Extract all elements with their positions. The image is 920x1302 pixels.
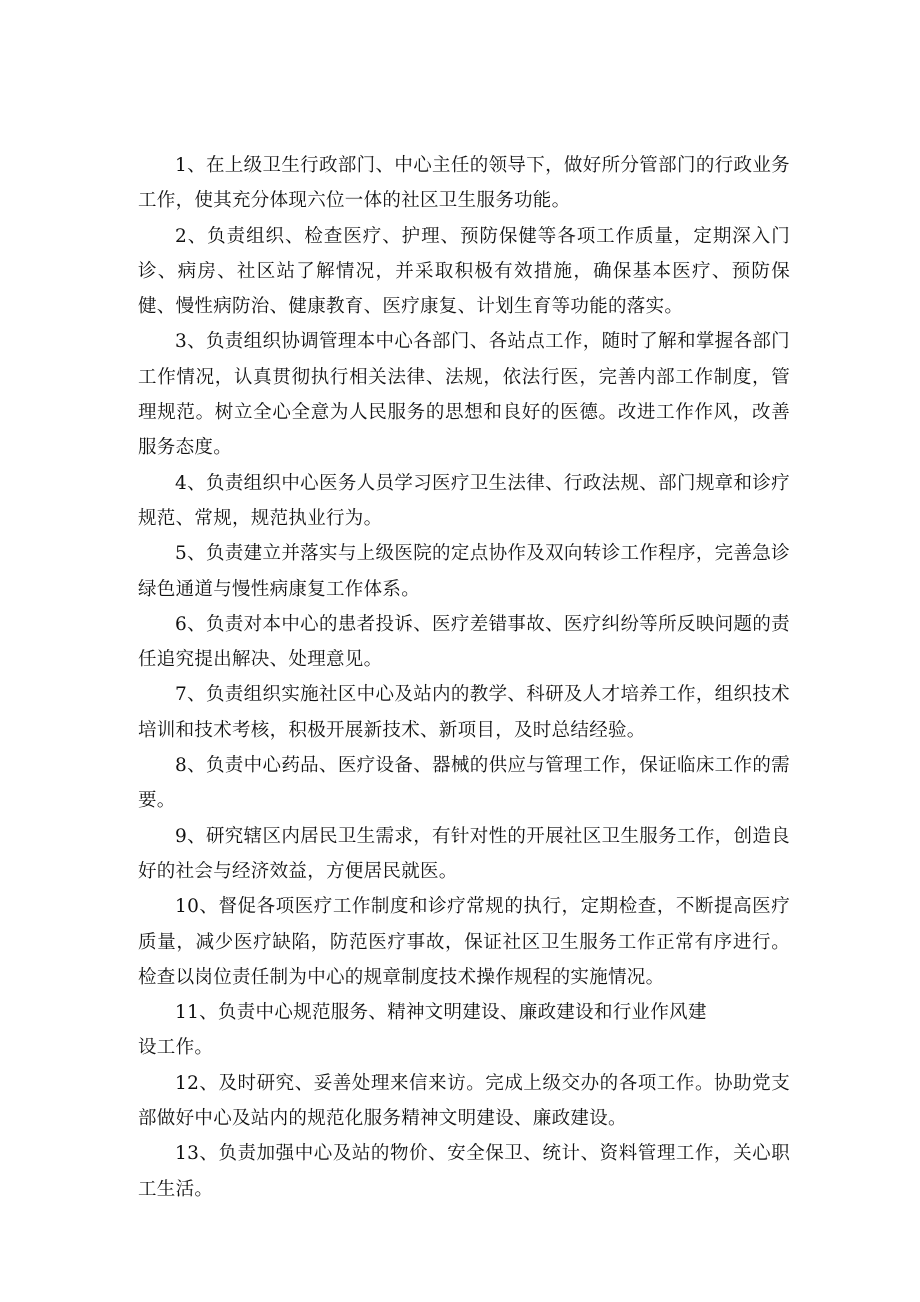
paragraph-3: 3、负责组织协调管理本中心各部门、各站点工作，随时了解和掌握各部门工作情况，认真贯彻执行相关法律、法规，依法行医，完善内部工作制度，管理规范。树立全心全意为人民服务的思想和良好的医德。改进工作作风，改善服务态度。 [138,331,790,459]
paragraph-12: 12、及时研究、妥善处理来信来访。完成上级交办的各项工作。协助党支部做好中心及站内的规范化服务精神文明建设、廉政建设。 [138,1072,790,1130]
paragraph-11-line-2: 设工作。 [138,1037,214,1059]
paragraph-13: 13、负责加强中心及站的物价、安全保卫、统计、资料管理工作，关心职工生活。 [138,1143,790,1200]
paragraph-10: 10、督促各项医疗工作制度和诊疗常规的执行，定期检查，不断提高医疗质量，减少医疗缺陷，防范医疗事故，保证社区卫生服务工作正常有序进行。检查以岗位责任制为中心的规章制度技术操作规程的实施情况。 [138,896,790,988]
paragraph-6: 6、负责对本中心的患者投诉、医疗差错事故、医疗纠纷等所反映问题的责任追究提出解决、处理意见。 [138,613,790,671]
paragraph-4: 4、负责组织中心医务人员学习医疗卫生法律、行政法规、部门规章和诊疗规范、常规，规范执业行为。 [138,472,790,529]
paragraph-8: 8、负责中心药品、医疗设备、器械的供应与管理工作，保证临床工作的需要。 [138,755,790,812]
paragraph-5: 5、负责建立并落实与上级医院的定点协作及双向转诊工作程序，完善急诊绿色通道与慢性病康复工作体系。 [138,543,790,600]
paragraph-7: 7、负责组织实施社区中心及站内的教学、科研及人才培养工作，组织技术培训和技术考核，积极开展新技术、新项目，及时总结经验。 [138,684,790,741]
paragraph-2: 2、负责组织、检查医疗、护理、预防保健等各项工作质量，定期深入门诊、病房、社区站了解情况，并采取积极有效措施，确保基本医疗、预防保健、慢性病防治、健康教育、医疗康复、计划生育等功能的落实。 [138,225,790,318]
paragraph-9: 9、研究辖区内居民卫生需求，有针对性的开展社区卫生服务工作，创造良好的社会与经济效益，方便居民就医。 [138,825,790,882]
paragraph-11-line-1: 11、负责中心规范服务、精神文明建设、廉政建设和行业作风建 [175,1002,707,1024]
paragraph-1: 1、在上级卫生行政部门、中心主任的领导下，做好所分管部门的行政业务工作，使其充分体现六位一体的社区卫生服务功能。 [138,155,790,212]
document-body [138,148,790,1207]
paragraph-11 [138,995,790,1066]
